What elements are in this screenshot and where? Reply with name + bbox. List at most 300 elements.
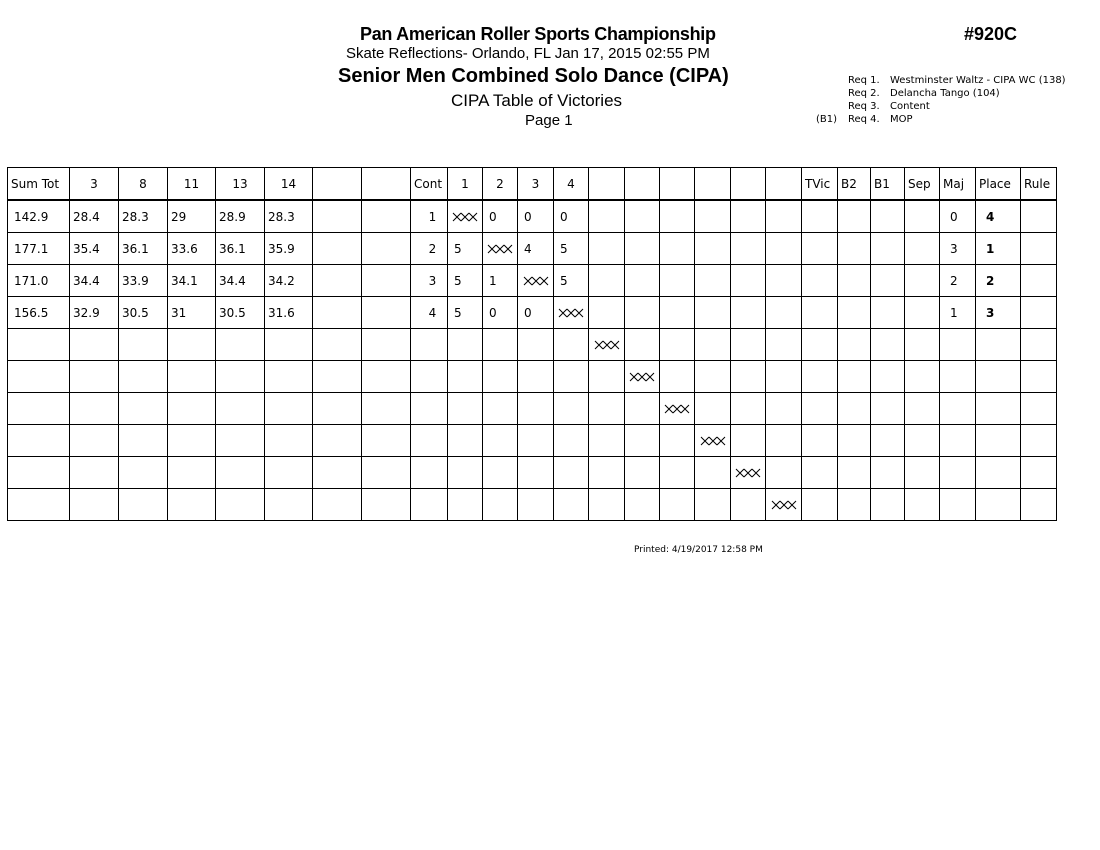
place-cell: 2	[976, 265, 1021, 297]
table-cell	[766, 457, 802, 489]
table-cell	[589, 457, 625, 489]
place-cell	[976, 425, 1021, 457]
column-header	[313, 168, 362, 201]
table-cell	[802, 393, 838, 425]
table-cell	[70, 457, 119, 489]
table-cell	[313, 425, 362, 457]
cross-hatch-icon	[558, 308, 584, 318]
cross-hatch-icon	[735, 468, 761, 478]
table-cell: 142.9	[8, 200, 70, 233]
table-cell	[411, 361, 448, 393]
venue-date-line: Skate Reflections- Orlando, FL Jan 17, 2015 02:55 PM	[346, 45, 710, 62]
table-cell	[589, 425, 625, 457]
table-cell	[362, 329, 411, 361]
table-cell	[216, 393, 265, 425]
table-cell	[766, 329, 802, 361]
table-cell	[265, 361, 313, 393]
table-cell	[695, 297, 731, 329]
table-cell	[411, 329, 448, 361]
table-cell: 5	[448, 265, 483, 297]
table-cell: 33.6	[168, 233, 216, 265]
table-cell	[905, 265, 940, 297]
table-cell: 28.4	[70, 200, 119, 233]
table-cell	[483, 329, 518, 361]
table-cell	[119, 457, 168, 489]
table-cell: 5	[448, 297, 483, 329]
table-cell	[660, 233, 695, 265]
table-cell	[905, 457, 940, 489]
table-cell	[265, 329, 313, 361]
table-cell: 0	[518, 200, 554, 233]
table-cell	[483, 425, 518, 457]
table-cell	[313, 233, 362, 265]
column-header	[589, 168, 625, 201]
table-cell	[625, 200, 660, 233]
table-cell	[518, 361, 554, 393]
page-number: Page 1	[525, 112, 573, 129]
table-cell	[766, 265, 802, 297]
column-header: Rule	[1021, 168, 1057, 201]
table-cell	[731, 297, 766, 329]
table-cell	[838, 200, 871, 233]
table-cell	[802, 265, 838, 297]
cross-hatch-icon	[700, 436, 726, 446]
table-cell	[802, 233, 838, 265]
table-cell	[8, 393, 70, 425]
table-cell	[168, 393, 216, 425]
table-cell	[660, 265, 695, 297]
table-cell	[362, 297, 411, 329]
table-cell	[589, 393, 625, 425]
table-cell: 3	[411, 265, 448, 297]
table-cell	[905, 393, 940, 425]
table-cell: 177.1	[8, 233, 70, 265]
table-cell	[119, 329, 168, 361]
column-header: 3	[518, 168, 554, 201]
table-cell	[70, 425, 119, 457]
table-cell	[731, 233, 766, 265]
table-cell	[940, 457, 976, 489]
column-header: 3	[70, 168, 119, 201]
event-id: #920C	[964, 24, 1018, 44]
table-cell	[695, 489, 731, 521]
table-cell	[871, 265, 905, 297]
table-cell	[660, 457, 695, 489]
place-cell: 4	[976, 200, 1021, 233]
table-row	[8, 457, 1057, 489]
table-cell	[168, 457, 216, 489]
table-cell: 0	[518, 297, 554, 329]
table-cell	[1021, 457, 1057, 489]
table-cell	[695, 361, 731, 393]
table-cell	[838, 329, 871, 361]
requirement-number: Req 3.	[848, 101, 880, 112]
requirement-item	[816, 113, 1066, 126]
requirement-item	[816, 87, 1066, 100]
table-cell	[589, 361, 625, 393]
table-cell	[766, 425, 802, 457]
table-cell: 5	[448, 233, 483, 265]
place-cell: 1	[976, 233, 1021, 265]
self-match-marker	[766, 489, 802, 521]
table-cell	[8, 329, 70, 361]
table-cell	[518, 457, 554, 489]
table-cell	[695, 265, 731, 297]
table-cell: 156.5	[8, 297, 70, 329]
table-cell	[448, 425, 483, 457]
column-header: Sum Tot	[8, 168, 70, 201]
table-cell	[731, 200, 766, 233]
table-cell	[518, 425, 554, 457]
table-cell	[838, 457, 871, 489]
table-cell	[448, 457, 483, 489]
table-cell	[625, 457, 660, 489]
table-cell	[802, 457, 838, 489]
table-row	[8, 329, 1057, 361]
table-row	[8, 297, 1057, 329]
table-cell	[554, 393, 589, 425]
table-cell	[265, 425, 313, 457]
table-cell	[695, 457, 731, 489]
table-cell: 1	[483, 265, 518, 297]
column-header: 2	[483, 168, 518, 201]
cross-hatch-icon	[487, 244, 513, 254]
table-cell	[905, 425, 940, 457]
table-cell	[871, 457, 905, 489]
table-cell	[168, 329, 216, 361]
self-match-marker	[518, 265, 554, 297]
self-match-marker	[554, 297, 589, 329]
table-cell	[905, 200, 940, 233]
table-cell	[313, 361, 362, 393]
table-cell	[448, 329, 483, 361]
table-cell	[589, 489, 625, 521]
table-cell: 3	[940, 233, 976, 265]
table-cell	[8, 489, 70, 521]
table-cell	[905, 489, 940, 521]
column-header	[660, 168, 695, 201]
table-cell	[119, 361, 168, 393]
table-cell	[518, 329, 554, 361]
table-cell	[731, 361, 766, 393]
table-cell	[625, 329, 660, 361]
table-cell	[871, 329, 905, 361]
table-row	[8, 361, 1057, 393]
event-name: Senior Men Combined Solo Dance (CIPA)	[338, 65, 729, 87]
cross-hatch-icon	[452, 212, 478, 222]
table-row	[8, 393, 1057, 425]
column-header: Sep	[905, 168, 940, 201]
table-cell	[660, 329, 695, 361]
table-cell	[313, 265, 362, 297]
table-cell	[313, 297, 362, 329]
self-match-marker	[731, 457, 766, 489]
column-header	[695, 168, 731, 201]
table-cell	[70, 329, 119, 361]
table-cell: 30.5	[216, 297, 265, 329]
column-header: 4	[554, 168, 589, 201]
table-cell	[731, 489, 766, 521]
table-cell	[871, 361, 905, 393]
column-header	[362, 168, 411, 201]
place-cell	[976, 329, 1021, 361]
table-cell	[731, 329, 766, 361]
table-row	[8, 200, 1057, 233]
self-match-marker	[483, 233, 518, 265]
table-cell	[940, 393, 976, 425]
table-cell	[119, 489, 168, 521]
table-cell	[70, 489, 119, 521]
column-header: B2	[838, 168, 871, 201]
table-cell	[625, 265, 660, 297]
table-cell	[1021, 329, 1057, 361]
table-header-row	[8, 168, 1057, 201]
column-header: Maj	[940, 168, 976, 201]
table-cell	[119, 393, 168, 425]
requirement-number: Req 1.	[848, 75, 880, 86]
table-cell	[660, 361, 695, 393]
table-cell	[1021, 425, 1057, 457]
table-cell: 1	[940, 297, 976, 329]
table-cell	[766, 393, 802, 425]
table-cell: 28.9	[216, 200, 265, 233]
table-cell	[448, 361, 483, 393]
table-cell	[70, 361, 119, 393]
table-cell	[589, 200, 625, 233]
column-header: 13	[216, 168, 265, 201]
cross-hatch-icon	[594, 340, 620, 350]
table-cell	[216, 425, 265, 457]
table-cell	[1021, 361, 1057, 393]
table-cell	[660, 200, 695, 233]
table-cell	[8, 457, 70, 489]
requirements-list	[816, 74, 1066, 126]
table-cell	[168, 425, 216, 457]
table-cell	[905, 297, 940, 329]
table-cell	[625, 425, 660, 457]
table-cell	[1021, 297, 1057, 329]
table-cell	[940, 329, 976, 361]
table-cell	[625, 297, 660, 329]
table-cell: 32.9	[70, 297, 119, 329]
table-cell	[70, 393, 119, 425]
table-cell	[838, 393, 871, 425]
table-cell: 1	[411, 200, 448, 233]
column-header: TVic	[802, 168, 838, 201]
table-cell	[411, 489, 448, 521]
table-cell	[731, 393, 766, 425]
table-cell: 0	[554, 200, 589, 233]
table-cell	[483, 393, 518, 425]
self-match-marker	[625, 361, 660, 393]
table-cell: 2	[411, 233, 448, 265]
table-cell	[313, 457, 362, 489]
table-cell	[483, 361, 518, 393]
cross-hatch-icon	[771, 500, 797, 510]
table-cell: 31.6	[265, 297, 313, 329]
table-cell	[518, 393, 554, 425]
table-cell: 0	[483, 297, 518, 329]
table-cell	[731, 265, 766, 297]
victories-table	[7, 167, 1057, 521]
table-cell	[871, 489, 905, 521]
table-cell: 5	[554, 233, 589, 265]
table-cell	[731, 425, 766, 457]
table-cell	[411, 457, 448, 489]
table-cell	[766, 361, 802, 393]
table-cell: 29	[168, 200, 216, 233]
table-cell	[448, 393, 483, 425]
table-row	[8, 233, 1057, 265]
table-cell	[216, 329, 265, 361]
requirement-item	[816, 100, 1066, 113]
table-cell: 34.4	[70, 265, 119, 297]
table-cell	[660, 425, 695, 457]
requirement-text: Content	[890, 101, 930, 112]
table-cell	[8, 361, 70, 393]
table-cell: 34.1	[168, 265, 216, 297]
table-cell: 2	[940, 265, 976, 297]
table-cell	[362, 233, 411, 265]
column-header	[731, 168, 766, 201]
table-cell	[119, 425, 168, 457]
requirement-text: MOP	[890, 114, 913, 125]
table-cell	[871, 393, 905, 425]
cross-hatch-icon	[629, 372, 655, 382]
table-cell	[313, 200, 362, 233]
table-cell	[905, 361, 940, 393]
requirement-text: Westminster Waltz - CIPA WC (138)	[890, 75, 1066, 86]
table-cell	[554, 457, 589, 489]
table-cell	[766, 297, 802, 329]
place-cell	[976, 457, 1021, 489]
table-cell	[838, 233, 871, 265]
table-cell	[838, 361, 871, 393]
table-cell	[168, 361, 216, 393]
table-cell: 171.0	[8, 265, 70, 297]
table-title: CIPA Table of Victories	[451, 91, 623, 110]
place-cell	[976, 489, 1021, 521]
table-cell	[766, 233, 802, 265]
table-cell	[905, 233, 940, 265]
table-cell: 36.1	[216, 233, 265, 265]
table-cell	[1021, 489, 1057, 521]
table-cell	[940, 361, 976, 393]
table-cell	[905, 329, 940, 361]
self-match-marker	[589, 329, 625, 361]
table-cell	[362, 393, 411, 425]
table-cell	[871, 425, 905, 457]
table-cell	[362, 457, 411, 489]
table-cell: 5	[554, 265, 589, 297]
table-cell	[660, 489, 695, 521]
table-cell	[448, 489, 483, 521]
table-row	[8, 265, 1057, 297]
table-cell	[216, 457, 265, 489]
table-cell	[838, 265, 871, 297]
table-cell	[265, 393, 313, 425]
self-match-marker	[448, 200, 483, 233]
table-cell	[483, 489, 518, 521]
table-cell	[1021, 265, 1057, 297]
table-cell	[411, 393, 448, 425]
table-cell: 33.9	[119, 265, 168, 297]
requirement-item	[816, 74, 1066, 87]
table-cell	[871, 297, 905, 329]
table-cell	[1021, 200, 1057, 233]
column-header: 14	[265, 168, 313, 201]
table-cell: 28.3	[265, 200, 313, 233]
column-header: B1	[871, 168, 905, 201]
requirement-text: Delancha Tango (104)	[890, 88, 1000, 99]
table-cell: 36.1	[119, 233, 168, 265]
table-cell: 34.4	[216, 265, 265, 297]
table-cell	[265, 489, 313, 521]
table-cell: 35.9	[265, 233, 313, 265]
table-cell	[766, 200, 802, 233]
table-cell	[695, 200, 731, 233]
table-cell	[313, 393, 362, 425]
table-cell	[695, 233, 731, 265]
table-cell	[802, 200, 838, 233]
column-header: 11	[168, 168, 216, 201]
table-cell	[8, 425, 70, 457]
table-cell	[362, 265, 411, 297]
column-header: Cont	[411, 168, 448, 201]
table-cell: 0	[483, 200, 518, 233]
table-cell: 28.3	[119, 200, 168, 233]
printed-timestamp: Printed: 4/19/2017 12:58 PM	[634, 545, 763, 555]
table-cell	[411, 425, 448, 457]
table-cell: 4	[411, 297, 448, 329]
table-cell	[589, 265, 625, 297]
column-header	[625, 168, 660, 201]
table-cell	[362, 489, 411, 521]
column-header	[766, 168, 802, 201]
table-cell	[216, 489, 265, 521]
table-cell	[838, 425, 871, 457]
cross-hatch-icon	[523, 276, 549, 286]
table-cell	[802, 361, 838, 393]
table-cell	[802, 489, 838, 521]
table-cell	[695, 329, 731, 361]
table-cell	[483, 457, 518, 489]
column-header: Place	[976, 168, 1021, 201]
table-cell	[589, 233, 625, 265]
table-cell	[838, 297, 871, 329]
cross-hatch-icon	[664, 404, 690, 414]
column-header: 8	[119, 168, 168, 201]
table-cell	[589, 297, 625, 329]
table-cell	[625, 489, 660, 521]
table-cell	[1021, 393, 1057, 425]
place-cell	[976, 361, 1021, 393]
table-cell	[362, 200, 411, 233]
table-cell	[554, 489, 589, 521]
table-cell	[313, 489, 362, 521]
table-cell	[660, 297, 695, 329]
table-cell	[695, 393, 731, 425]
table-cell	[802, 329, 838, 361]
requirement-number: Req 2.	[848, 88, 880, 99]
table-cell	[362, 361, 411, 393]
table-cell	[625, 393, 660, 425]
table-cell	[554, 329, 589, 361]
table-cell	[554, 361, 589, 393]
table-cell	[940, 425, 976, 457]
table-cell	[554, 425, 589, 457]
place-cell	[976, 393, 1021, 425]
